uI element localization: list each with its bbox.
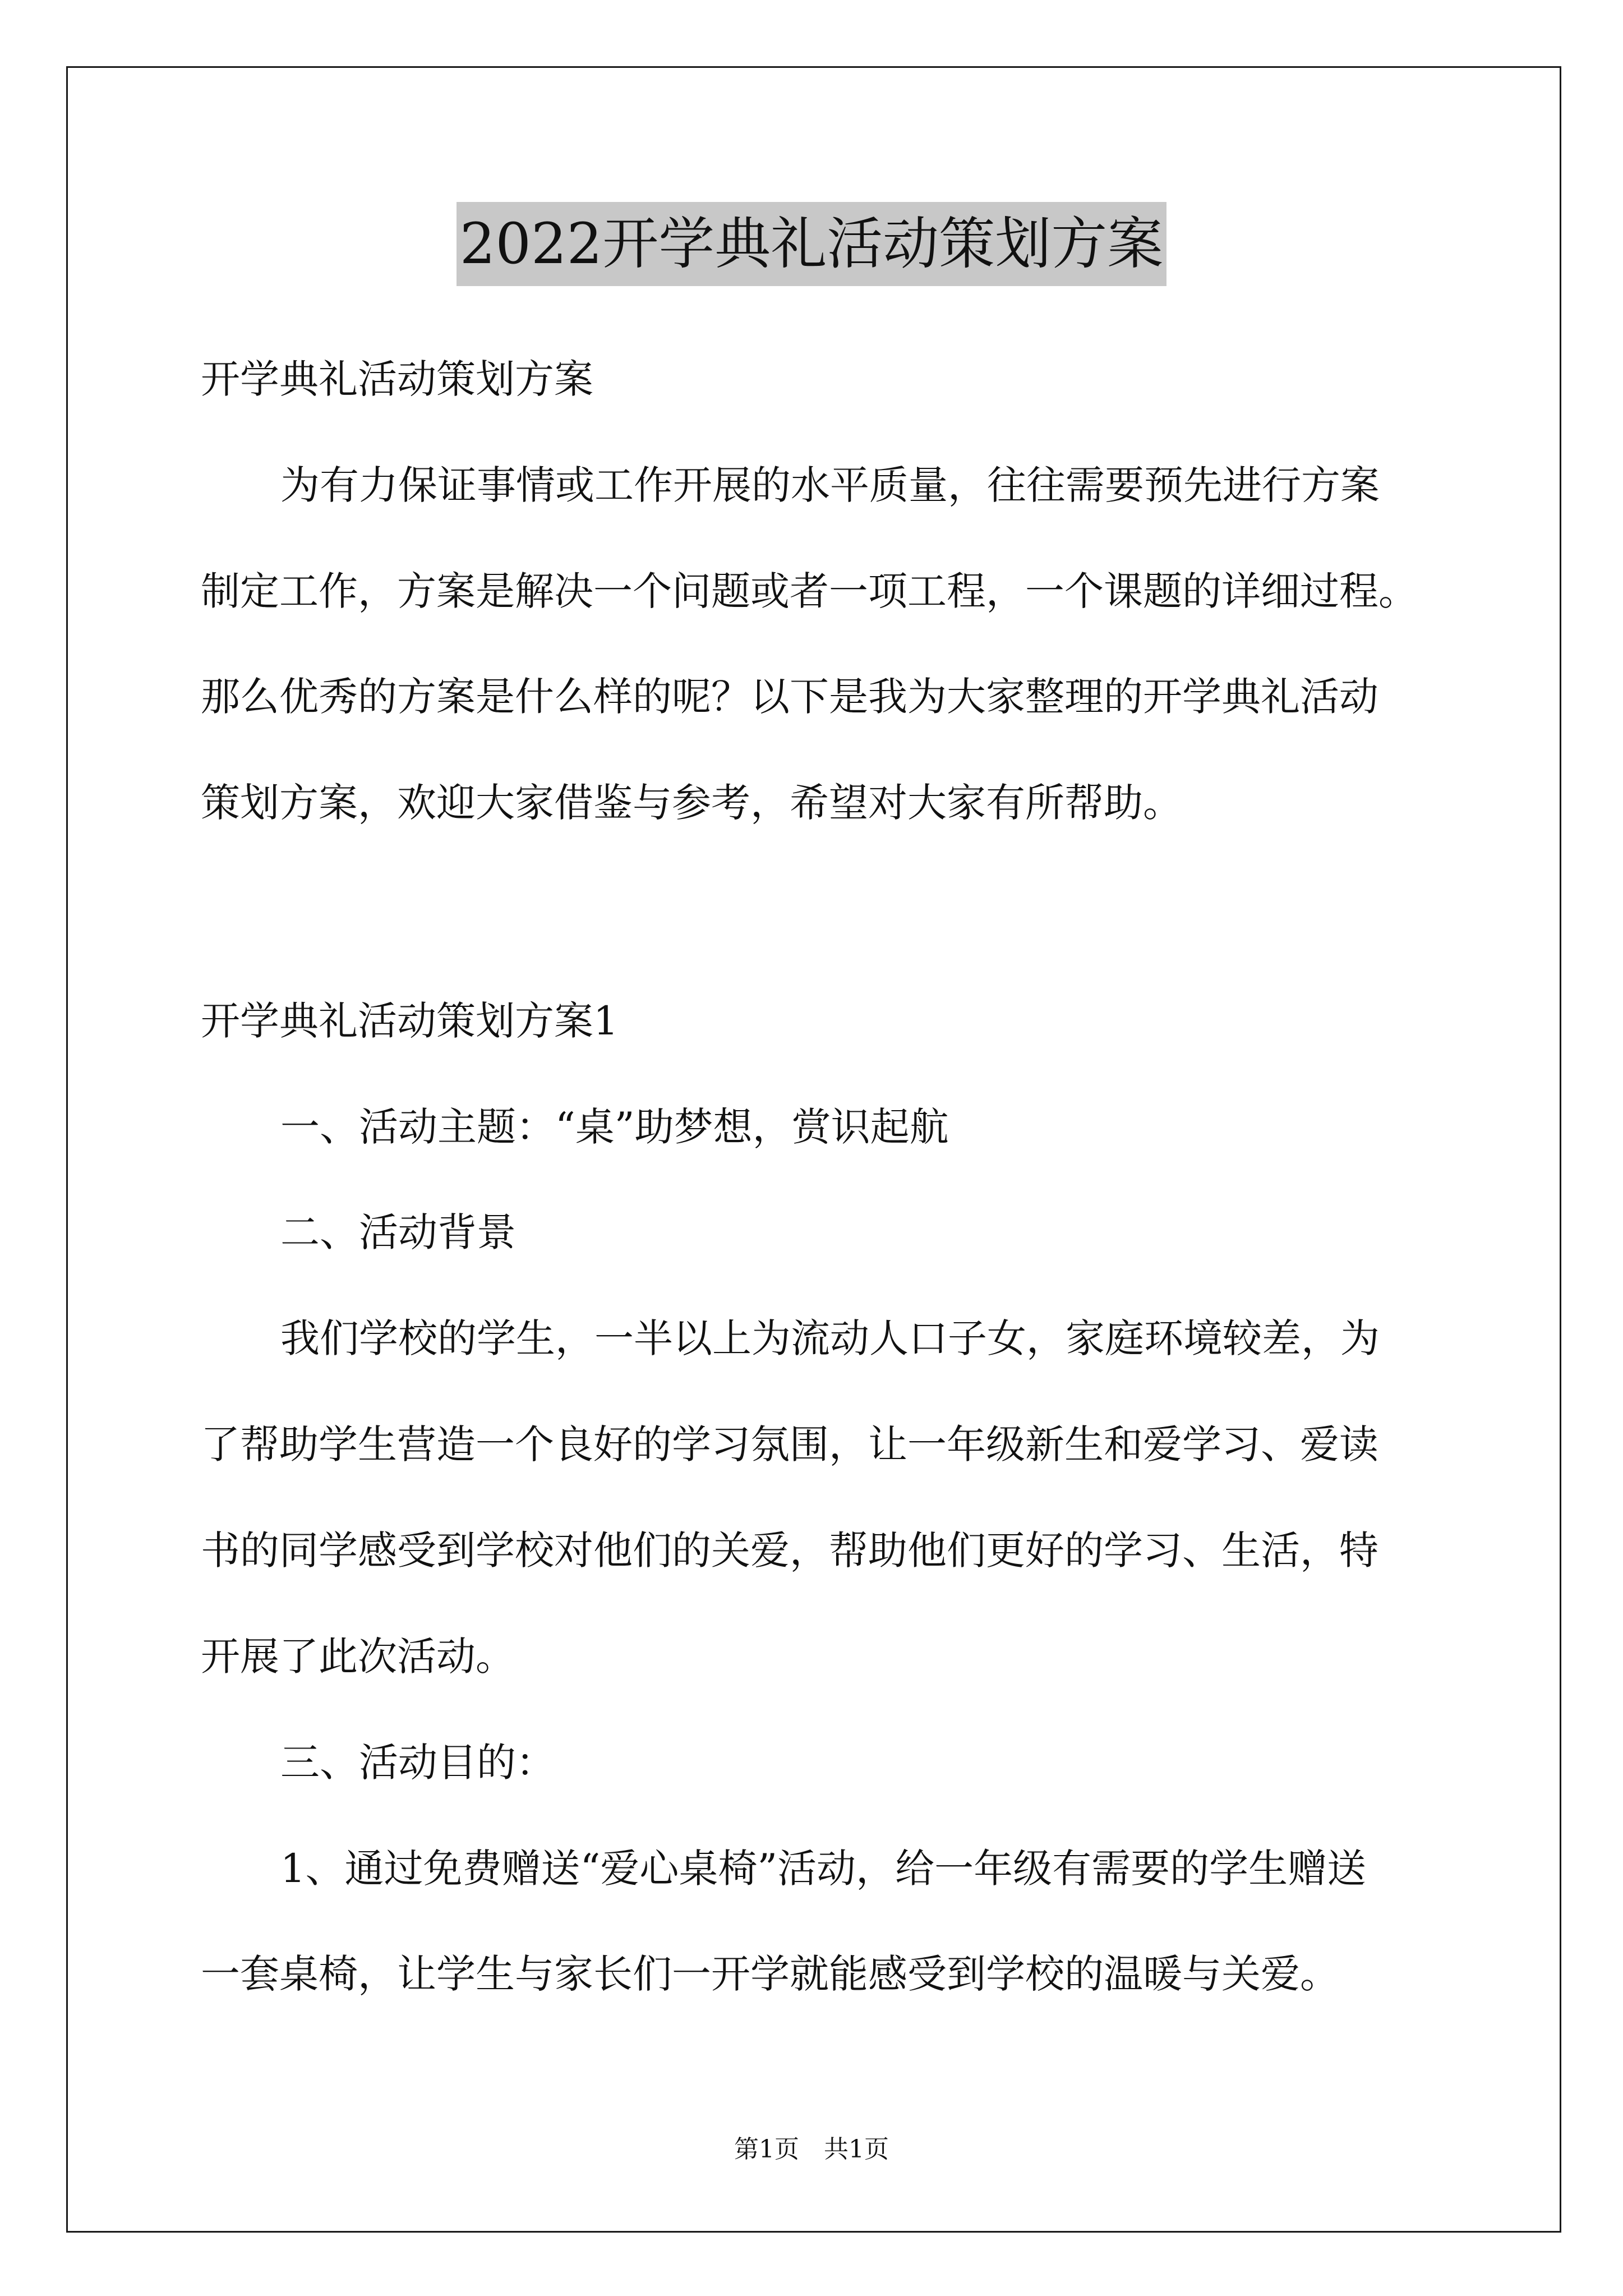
heading-line: 二、活动背景 <box>280 1209 516 1255</box>
paragraph-line: 开展了此次活动。 <box>201 1634 515 1680</box>
title-container <box>0 202 1623 286</box>
paragraph-line: 一套桌椅，让学生与家长们一开学就能感受到学校的温暖与关爱。 <box>201 1951 1339 1997</box>
paragraph-line: 制定工作，方案是解决一个问题或者一项工程，一个课题的详细过程。 <box>201 568 1418 614</box>
heading-line: 一、活动主题：“桌”助梦想，赏识起航 <box>280 1104 949 1150</box>
paragraph-line: 我们学校的学生，一半以上为流动人口子女，家庭环境较差，为 <box>280 1315 1380 1361</box>
paragraph-line: 书的同学感受到学校对他们的关爱，帮助他们更好的学习、生活，特 <box>201 1527 1378 1573</box>
paragraph-line: 为有力保证事情或工作开展的水平质量，往往需要预先进行方案 <box>280 462 1380 508</box>
page-footer: 第1页 共1页 <box>734 2135 889 2164</box>
paragraph-line: 了帮助学生营造一个良好的学习氛围，让一年级新生和爱学习、爱读 <box>201 1421 1378 1467</box>
paragraph-line: 那么优秀的方案是什么样的呢？以下是我为大家整理的开学典礼活动 <box>201 674 1378 720</box>
document-title: 2022开学典礼活动策划方案 <box>457 202 1167 286</box>
paragraph-line: 1、通过免费赠送“爱心桌椅”活动，给一年级有需要的学生赠送 <box>280 1846 1367 1892</box>
paragraph-line: 策划方案，欢迎大家借鉴与参考，希望对大家有所帮助。 <box>201 780 1182 826</box>
subtitle-line: 开学典礼活动策划方案 <box>201 356 593 402</box>
section-heading: 开学典礼活动策划方案1 <box>201 998 619 1044</box>
heading-line: 三、活动目的： <box>280 1740 555 1786</box>
